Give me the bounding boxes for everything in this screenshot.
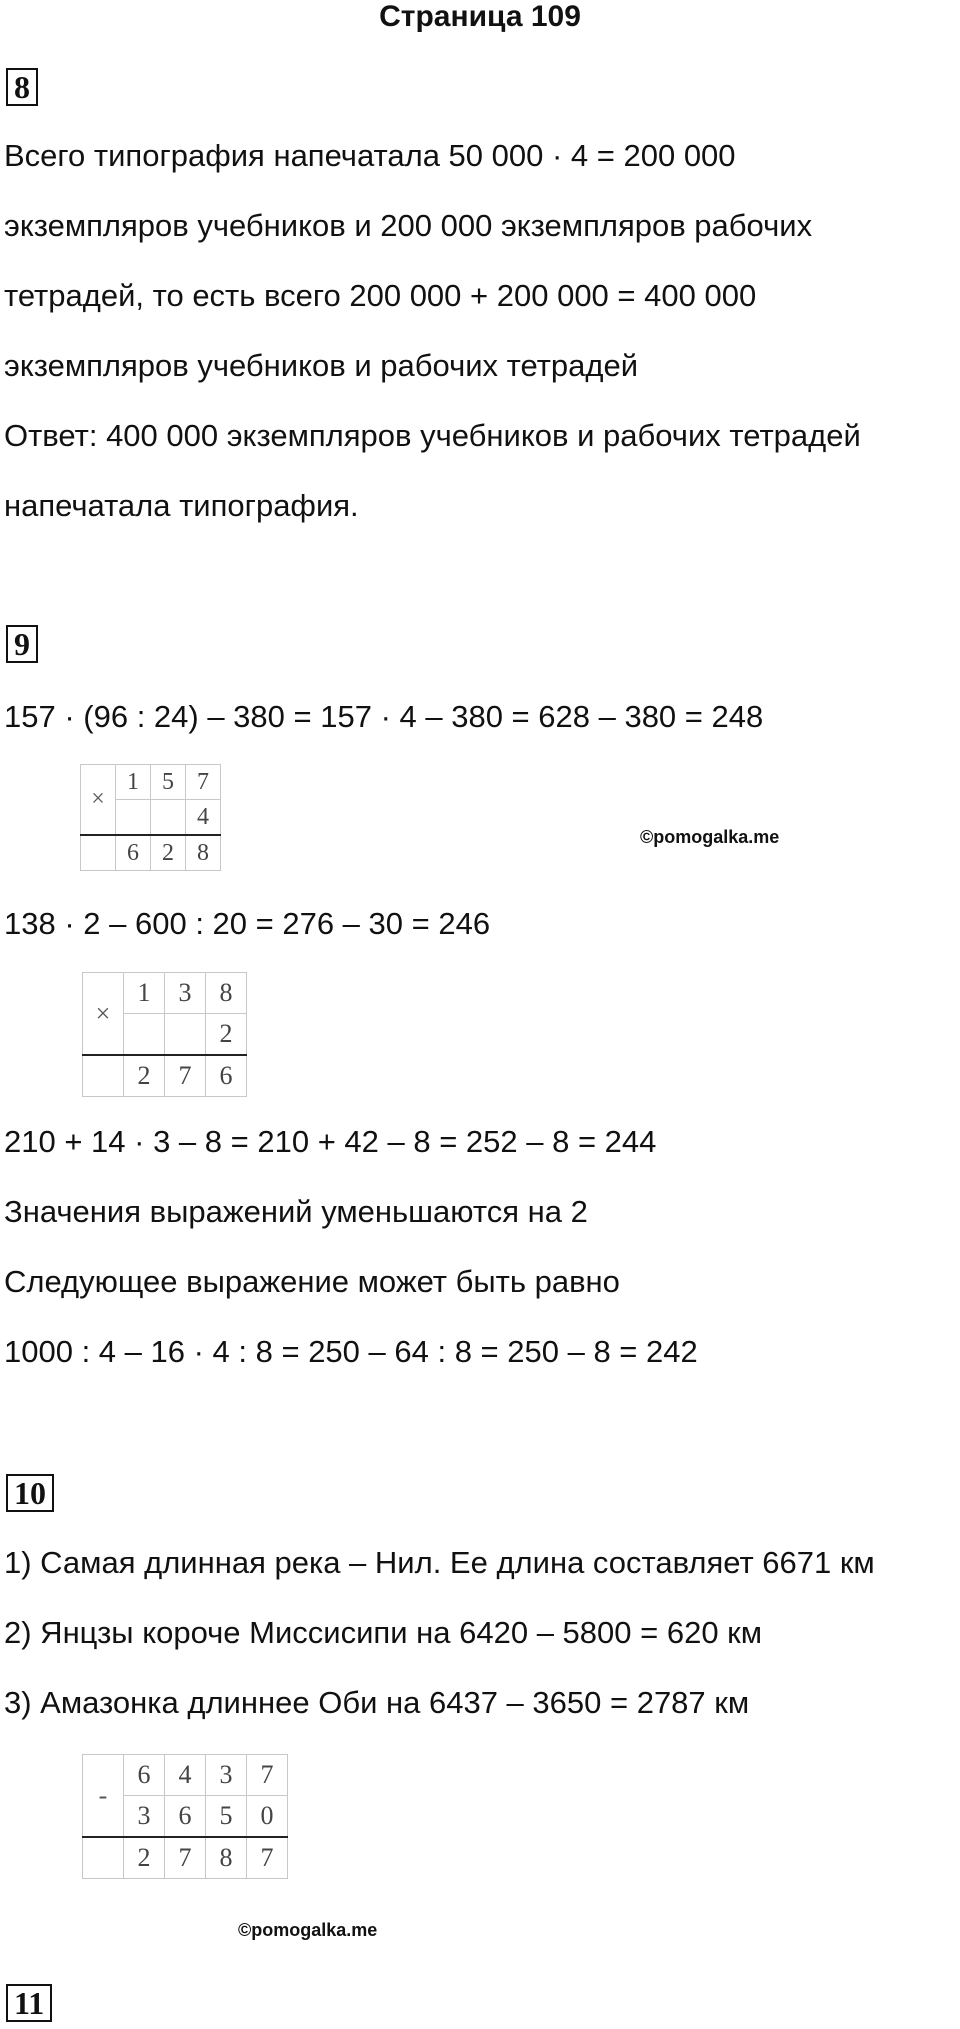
digit-cell: 6 (165, 1796, 206, 1838)
digit-cell (124, 1014, 165, 1056)
task9-expression-2: 138 · 2 – 600 : 20 = 276 – 30 = 246 (4, 906, 491, 941)
result-digit-cell: 7 (165, 1055, 206, 1097)
digit-cell: 1 (116, 765, 151, 800)
result-digit-cell: 6 (116, 835, 151, 871)
digit-cell: 7 (186, 765, 221, 800)
task8-line-2: экземпляров учебников и 200 000 экземпляров рабочих (4, 208, 813, 243)
task8-answer-line-2: напечатала типография. (4, 488, 359, 523)
task9-expression-4: 1000 : 4 – 16 · 4 : 8 = 250 – 64 : 8 = 250 – 8 = 242 (4, 1334, 698, 1369)
digit-cell: 8 (206, 973, 247, 1014)
multiply-sign: × (83, 973, 124, 1056)
digit-cell (165, 1014, 206, 1056)
task10-line-2: 2) Янцзы короче Миссисипи на 6420 – 5800 = 620 км (4, 1615, 763, 1650)
result-digit-cell: 7 (165, 1837, 206, 1879)
task8-line-4: экземпляров учебников и рабочих тетрадей (4, 348, 639, 383)
subtraction-6437-3650 (82, 1754, 288, 1879)
task8-line-1: Всего типография напечатала 50 000 · 4 = 200 000 (4, 138, 736, 173)
digit-cell: 5 (206, 1796, 247, 1838)
digit-cell: 3 (124, 1796, 165, 1838)
minus-sign: - (83, 1755, 124, 1838)
task-number-9: 9 (6, 625, 38, 663)
digit-cell: 0 (247, 1796, 288, 1838)
task9-conclusion: Значения выражений уменьшаются на 2 (4, 1194, 588, 1229)
empty-cell (83, 1055, 124, 1097)
digit-cell: 6 (124, 1755, 165, 1796)
empty-cell (81, 835, 116, 871)
digit-cell: 3 (206, 1755, 247, 1796)
task10-line-3: 3) Амазонка длиннее Оби на 6437 – 3650 = 2787 км (4, 1685, 750, 1720)
result-digit-cell: 2 (124, 1837, 165, 1879)
digit-cell: 2 (206, 1014, 247, 1056)
digit-cell: 1 (124, 973, 165, 1014)
result-digit-cell: 8 (186, 835, 221, 871)
result-digit-cell: 7 (247, 1837, 288, 1879)
multiplication-157x4 (80, 764, 221, 871)
digit-cell (151, 800, 186, 836)
task-number-10: 10 (6, 1474, 54, 1512)
digit-cell: 3 (165, 973, 206, 1014)
empty-cell (83, 1837, 124, 1879)
task9-next-intro: Следующее выражение может быть равно (4, 1264, 620, 1299)
result-digit-cell: 8 (206, 1837, 247, 1879)
digit-cell: 7 (247, 1755, 288, 1796)
task10-line-1: 1) Самая длинная река – Нил. Ее длина составляет 6671 км (4, 1545, 875, 1580)
result-digit-cell: 2 (124, 1055, 165, 1097)
task8-line-3: тетрадей, то есть всего 200 000 + 200 000 = 400 000 (4, 278, 757, 313)
digit-cell: 4 (165, 1755, 206, 1796)
multiply-sign: × (81, 765, 116, 836)
task-number-11: 11 (6, 1984, 52, 2022)
result-digit-cell: 2 (151, 835, 186, 871)
digit-cell (116, 800, 151, 836)
task-number-8: 8 (6, 68, 38, 106)
task8-answer-line-1: Ответ: 400 000 экземпляров учебников и рабочих тетрадей (4, 418, 861, 453)
page-title: Страница 109 (379, 0, 581, 33)
multiplication-138x2 (82, 972, 247, 1097)
task9-expression-1: 157 · (96 : 24) – 380 = 157 · 4 – 380 = 628 – 380 = 248 (4, 699, 764, 734)
result-digit-cell: 6 (206, 1055, 247, 1097)
watermark: ©pomogalka.me (640, 827, 780, 847)
digit-cell: 4 (186, 800, 221, 836)
digit-cell: 5 (151, 765, 186, 800)
watermark: ©pomogalka.me (238, 1920, 378, 1940)
task9-expression-3: 210 + 14 · 3 – 8 = 210 + 42 – 8 = 252 – 8 = 244 (4, 1124, 657, 1159)
